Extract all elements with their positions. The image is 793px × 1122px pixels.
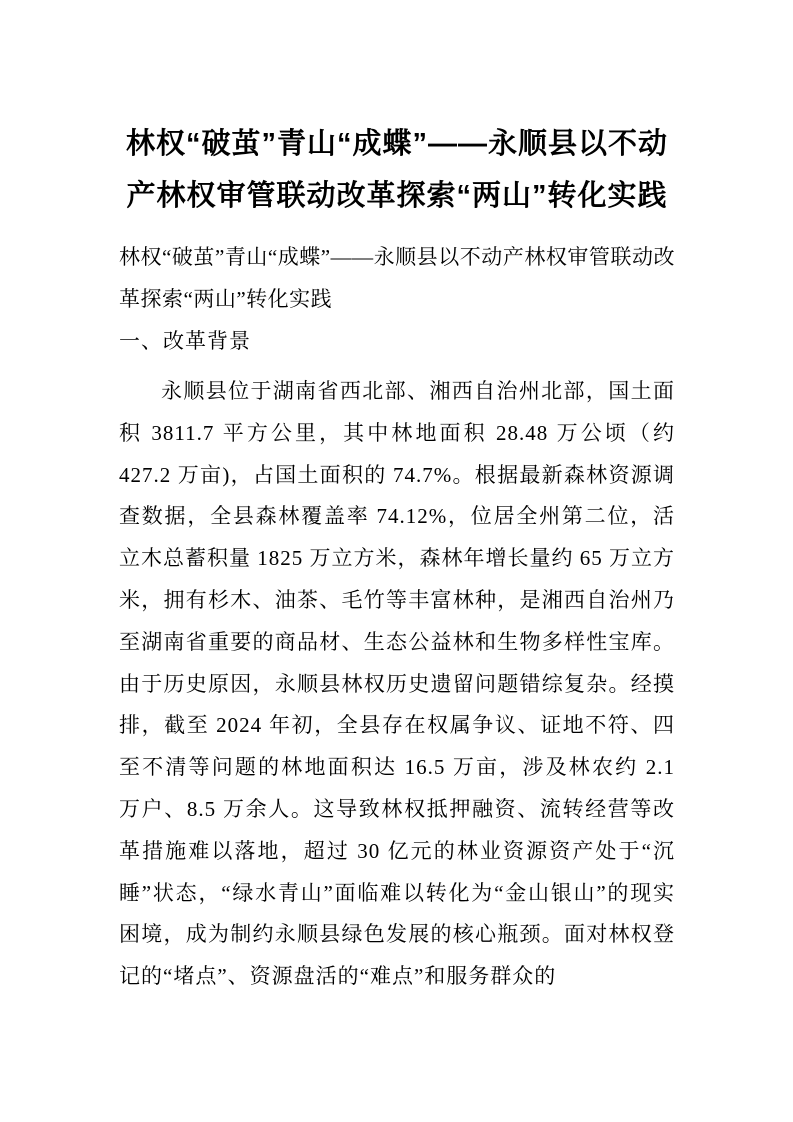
section-heading: 一、改革背景 xyxy=(119,329,251,353)
body-paragraph: 永顺县位于湖南省西北部、湘西自治州北部，国土面积 3811.7 平方公里，其中林地面积 28.48 万公顷（约 427.2 万亩)，占国土面积的 74.7%。根据最新森林资源调查数据，全县森林覆盖率 74.12%，位居全州第二位，活立木总蓄积量 1825 万立方米，森林年增长量约 65 万立方米，拥有杉木、油茶、毛竹等丰富林种，是湘西自治州乃至湖南省重要的商品材、生态公益林和生物多样性宝库。由于历史原因，永顺县林权历史遗留问题错综复杂。经摸排，截至 2024 年初，全县存在权属争议、证地不符、四至不清等问题的林地面积达 16.5 万亩，涉及林农约 2.1 万户、8.5 万余人。这导致林权抵押融资、流转经营等改革措施难以落地，超过 30 亿元的林业资源资产处于“沉睡”状态，“绿水青山”面临难以转化为“金山银山”的现实困境，成为制约永顺县绿色发展的核心瓶颈。面对林权登记的“堵点”、资源盘活的“难点”和服务群众的 xyxy=(119,379,675,989)
document-title: 林权“破茧”青山“成蝶”——永顺县以不动产林权审管联动改革探索“两山”转化实践 xyxy=(125,128,668,212)
document-subtitle: 林权“破茧”青山“成蝶”——永顺县以不动产林权审管联动改革探索“两山”转化实践 xyxy=(119,245,675,311)
